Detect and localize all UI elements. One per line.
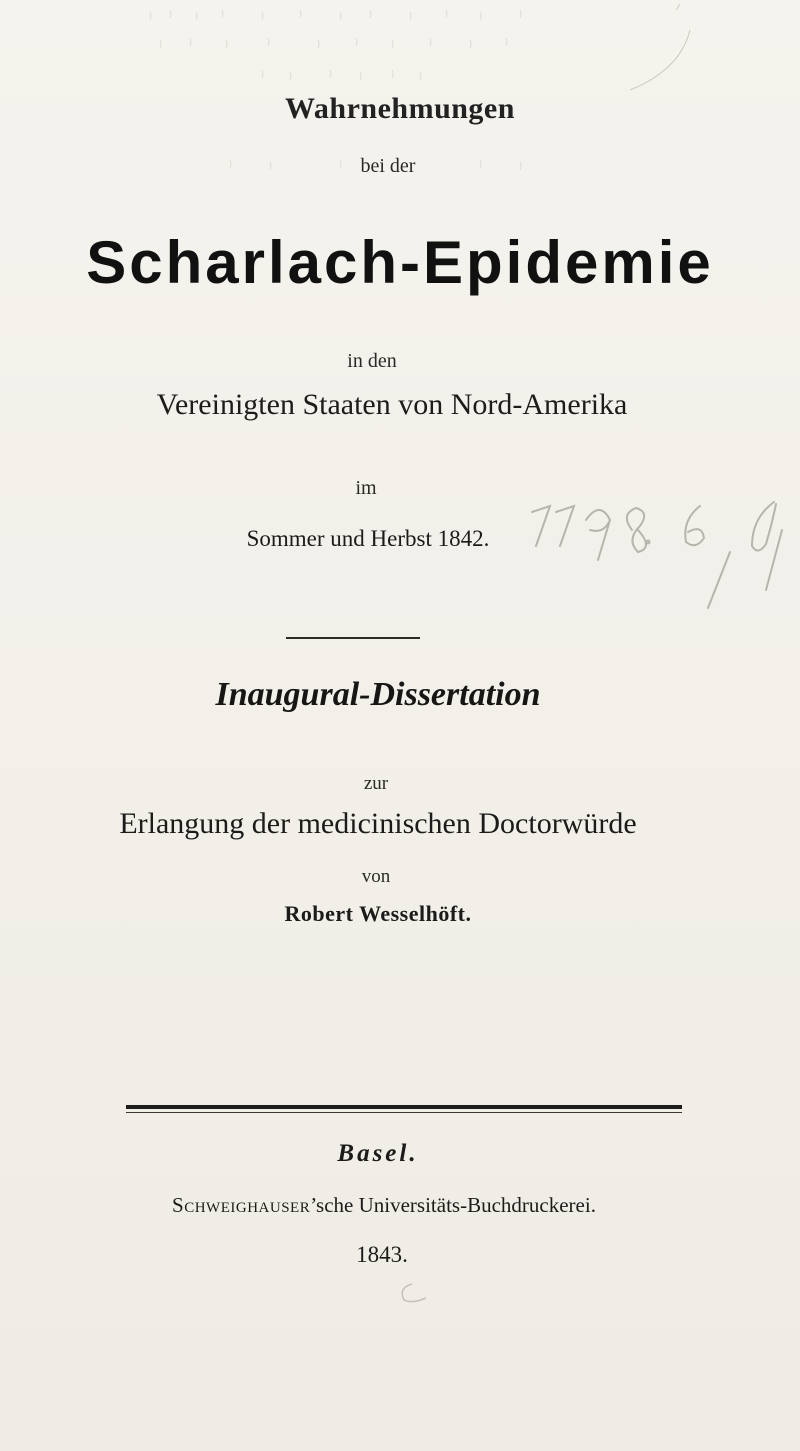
main-title: Scharlach-Epidemie xyxy=(86,229,714,296)
title-line-states: Vereinigten Staaten von Nord-Amerika xyxy=(156,388,628,421)
printer-line xyxy=(0,1193,784,1218)
dissertation-title: Inaugural-Dissertation xyxy=(215,676,541,713)
title-line-in-den: in den xyxy=(347,350,397,372)
separator-rule xyxy=(286,637,420,639)
publication-place: Basel. xyxy=(337,1140,419,1167)
dissertation-zur: zur xyxy=(363,773,389,794)
dissertation-purpose: Erlangung der medicinischen Doctorwürde xyxy=(119,807,637,840)
printer-rest: ’sche Universitäts-Buchdruckerei. xyxy=(310,1193,596,1217)
author-name: Robert Wesselhöft. xyxy=(284,901,472,926)
pencil-mark-bottom xyxy=(388,1278,448,1308)
dissertation-von: von xyxy=(361,866,391,887)
title-line-bei-der: bei der xyxy=(360,155,416,177)
printer-name: Schweighauser xyxy=(172,1193,311,1217)
publication-year: 1843. xyxy=(356,1242,408,1267)
title-line-season: Sommer und Herbst 1842. xyxy=(246,526,490,551)
double-rule-thin xyxy=(126,1112,682,1113)
title-line-im: im xyxy=(355,477,377,499)
title-line-wahrnehmungen: Wahrnehmungen xyxy=(285,92,515,125)
double-rule-thick xyxy=(126,1105,682,1109)
